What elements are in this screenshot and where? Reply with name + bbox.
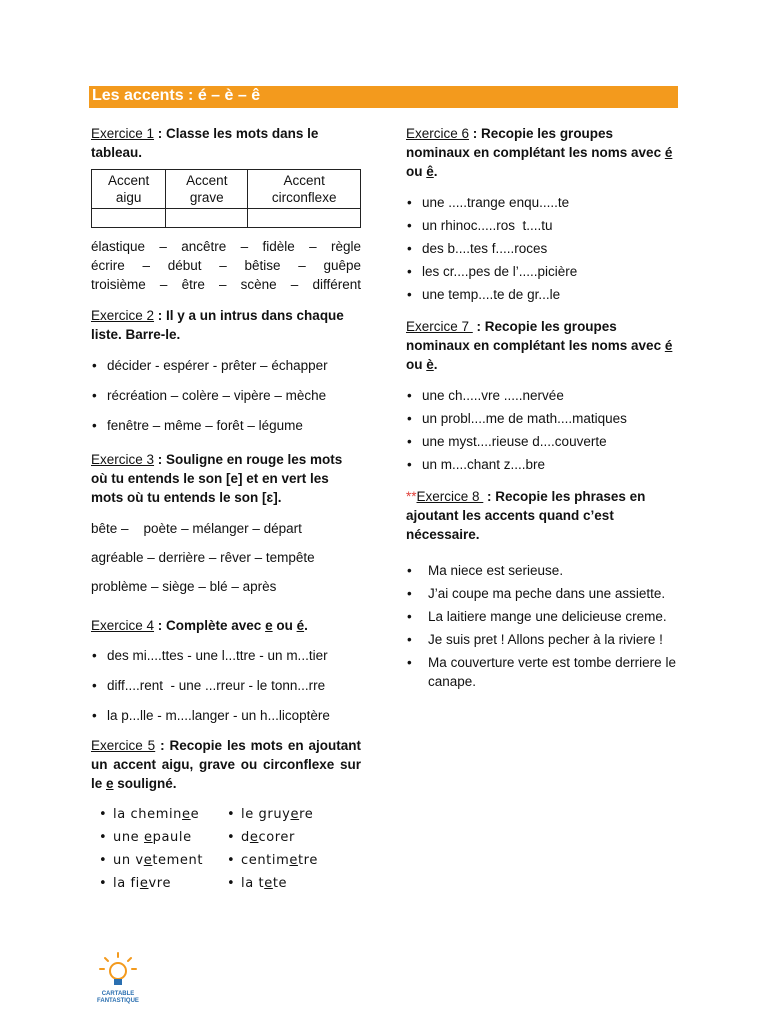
word-part: vre <box>148 876 172 891</box>
underlined-letter: e <box>139 876 149 891</box>
table-header-circonflexe: Accent circonflexe <box>248 170 361 209</box>
list-item <box>227 849 318 872</box>
list-item: • un probl....me de math....matiques <box>406 409 676 428</box>
word-ou: ou <box>406 164 427 179</box>
exercise-6-number: Exercice 6 <box>406 126 470 141</box>
list-item <box>227 872 318 895</box>
logo-line-1: CARTABLE <box>101 991 135 997</box>
exercise-4-instruction: : Complète avec <box>154 618 266 633</box>
list-item <box>227 826 318 849</box>
list-item: • Ma couverture verte est tombe derriere le canape. <box>406 653 676 691</box>
word-line: troisième – être – scène – différent <box>91 277 361 292</box>
table-cell-circonflexe <box>248 209 361 228</box>
logo-line-2: FANTASTIQUE <box>97 998 139 1004</box>
exercise-2-number: Exercice 2 <box>91 308 155 323</box>
right-column <box>406 124 676 695</box>
period: . <box>304 618 308 633</box>
list-item: • une temp....te de gr...le <box>406 285 676 304</box>
letter-e-aigu: é <box>664 145 673 160</box>
word-part: tement <box>152 853 204 868</box>
list-item: • un m....chant z....bre <box>406 455 676 474</box>
exercise-5-instruction: : Recopie les mots en ajoutant un accent aigu, grave ou circonflexe sur le <box>91 738 361 791</box>
exercise-4-title <box>91 616 361 635</box>
logo-text <box>93 991 143 1005</box>
exercise-4-number: Exercice 4 <box>91 618 155 633</box>
exercise-8-number: Exercice 8 <box>416 489 484 504</box>
list-item: • décider - espérer - prêter – échapper <box>91 356 361 375</box>
list-item <box>99 872 227 895</box>
underlined-letter: e <box>182 807 191 822</box>
cartable-fantastique-logo <box>93 951 143 1009</box>
word-part: la t <box>241 876 265 891</box>
list-item <box>99 826 227 849</box>
exercise-7-instruction: : Recopie les groupes nominaux en complétant les noms avec <box>406 319 665 353</box>
word-part: paule <box>152 830 192 845</box>
exercise-3-instruction: : Souligne en rouge les mots où tu entends le son [e] et en vert les mots où tu entends le son [ɛ]. <box>91 452 343 505</box>
list-item: • La laitiere mange une delicieuse creme. <box>406 607 676 626</box>
letter-e: e <box>106 776 114 791</box>
exercise-1-title <box>91 124 361 162</box>
word-line: élastique – ancêtre – fidèle – règle <box>91 239 361 254</box>
exercise-6-instruction: : Recopie les groupes nominaux en complétant les noms avec <box>406 126 665 160</box>
list-item: • fenêtre – même – forêt – légume <box>91 416 361 435</box>
list-item: • diff....rent - une ...rreur - le tonn...rre <box>91 676 361 695</box>
word-line: bête – poète – mélanger – départ <box>91 521 302 536</box>
list-item: • des mi....ttes - une l...ttre - un m...tier <box>91 646 361 665</box>
exercise-7-list <box>406 386 676 474</box>
word-ou: ou <box>272 618 297 633</box>
list-item: • les cr....pes de l’.....picière <box>406 262 676 281</box>
exercise-4-list <box>91 646 361 725</box>
word-part: re <box>299 807 314 822</box>
exercise-1-words <box>91 237 361 294</box>
exercise-2-instruction: : Il y a un intrus dans chaque liste. Barre-le. <box>91 308 344 342</box>
word-part: te <box>272 876 288 891</box>
list-item: • Ma niece est serieuse. <box>406 561 676 580</box>
title-banner <box>89 86 678 108</box>
word-line: problème – siège – blé – après <box>91 579 277 594</box>
table-cell-aigu <box>92 209 166 228</box>
word-part: le gruy <box>241 807 291 822</box>
exercise-5-col-2 <box>227 803 318 895</box>
exercise-8-list <box>406 561 676 691</box>
word-part: tre <box>297 853 318 868</box>
exercise-8-instruction: : Recopie les phrases en ajoutant les accents quand c’est nécessaire. <box>406 489 646 542</box>
letter-e-aigu: é <box>664 338 673 353</box>
word-part: centim <box>241 853 290 868</box>
exercise-6-title <box>406 124 676 181</box>
list-item: • Je suis pret ! Allons pecher à la riviere ! <box>406 630 676 649</box>
table-header-aigu: Accent aigu <box>92 170 166 209</box>
left-column <box>91 124 361 895</box>
underlined-letter: e <box>289 853 298 868</box>
word-line: agréable – derrière – rêver – tempête <box>91 550 315 565</box>
underlined-letter: e <box>264 876 273 891</box>
table-header-grave: Accent grave <box>166 170 248 209</box>
list-item: • la p...lle - m....langer - un h...licoptère <box>91 706 361 725</box>
difficulty-stars: ** <box>406 489 417 504</box>
list-item: • une ch.....vre .....nervée <box>406 386 676 405</box>
word-part: une <box>113 830 145 845</box>
list-item: • un rhinoc.....ros t....tu <box>406 216 676 235</box>
exercise-2-list <box>91 356 361 435</box>
exercise-5-words <box>91 803 361 895</box>
list-item <box>227 803 318 826</box>
list-item: • récréation – colère – vipère – mèche <box>91 386 361 405</box>
exercise-7-number: Exercice 7 <box>406 319 473 334</box>
exercise-6-list <box>406 193 676 304</box>
letter-e: e <box>265 618 273 633</box>
list-item <box>99 849 227 872</box>
list-item <box>99 803 227 826</box>
underlined-letter: e <box>143 853 153 868</box>
exercise-1-instruction: : Classe les mots dans le tableau. <box>91 126 319 160</box>
exercise-3-title <box>91 450 361 507</box>
letter-e-circonflexe: ê <box>426 164 434 179</box>
accent-table <box>91 169 361 228</box>
underlined-letter: e <box>249 830 259 845</box>
list-item: • une .....trange enqu.....te <box>406 193 676 212</box>
page-title: Les accents : é – è – ê <box>92 87 261 104</box>
word-part: la fi <box>113 876 140 891</box>
letter-e-grave: è <box>426 357 434 372</box>
word-part: corer <box>258 830 295 845</box>
word-part: d <box>241 830 250 845</box>
exercise-7-title <box>406 317 676 374</box>
lightbulb-icon <box>93 951 143 991</box>
list-item: • des b....tes f.....roces <box>406 239 676 258</box>
exercise-3-number: Exercice 3 <box>91 452 155 467</box>
exercise-3-words <box>91 519 361 596</box>
underlined-letter: e <box>144 830 153 845</box>
exercise-5-instruction-end: souligné. <box>113 776 177 791</box>
word-line: écrire – début – bêtise – guêpe <box>91 258 361 273</box>
exercise-5-title <box>91 736 361 793</box>
word-part: e <box>190 807 200 822</box>
word-part: un v <box>113 853 144 868</box>
exercise-5-col-1 <box>99 803 227 895</box>
list-item: • une myst....rieuse d....couverte <box>406 432 676 451</box>
period: . <box>433 357 438 372</box>
list-item: • J’ai coupe ma peche dans une assiette. <box>406 584 676 603</box>
period: . <box>433 164 438 179</box>
word-ou: ou <box>406 357 427 372</box>
letter-e-aigu: é <box>296 618 305 633</box>
exercise-2-title <box>91 306 361 344</box>
exercise-8-title <box>406 487 676 544</box>
underlined-letter: e <box>290 807 300 822</box>
exercise-5-number: Exercice 5 <box>91 738 156 753</box>
word-part: la chemin <box>113 807 183 822</box>
exercise-1-number: Exercice 1 <box>91 126 155 141</box>
table-cell-grave <box>166 209 248 228</box>
